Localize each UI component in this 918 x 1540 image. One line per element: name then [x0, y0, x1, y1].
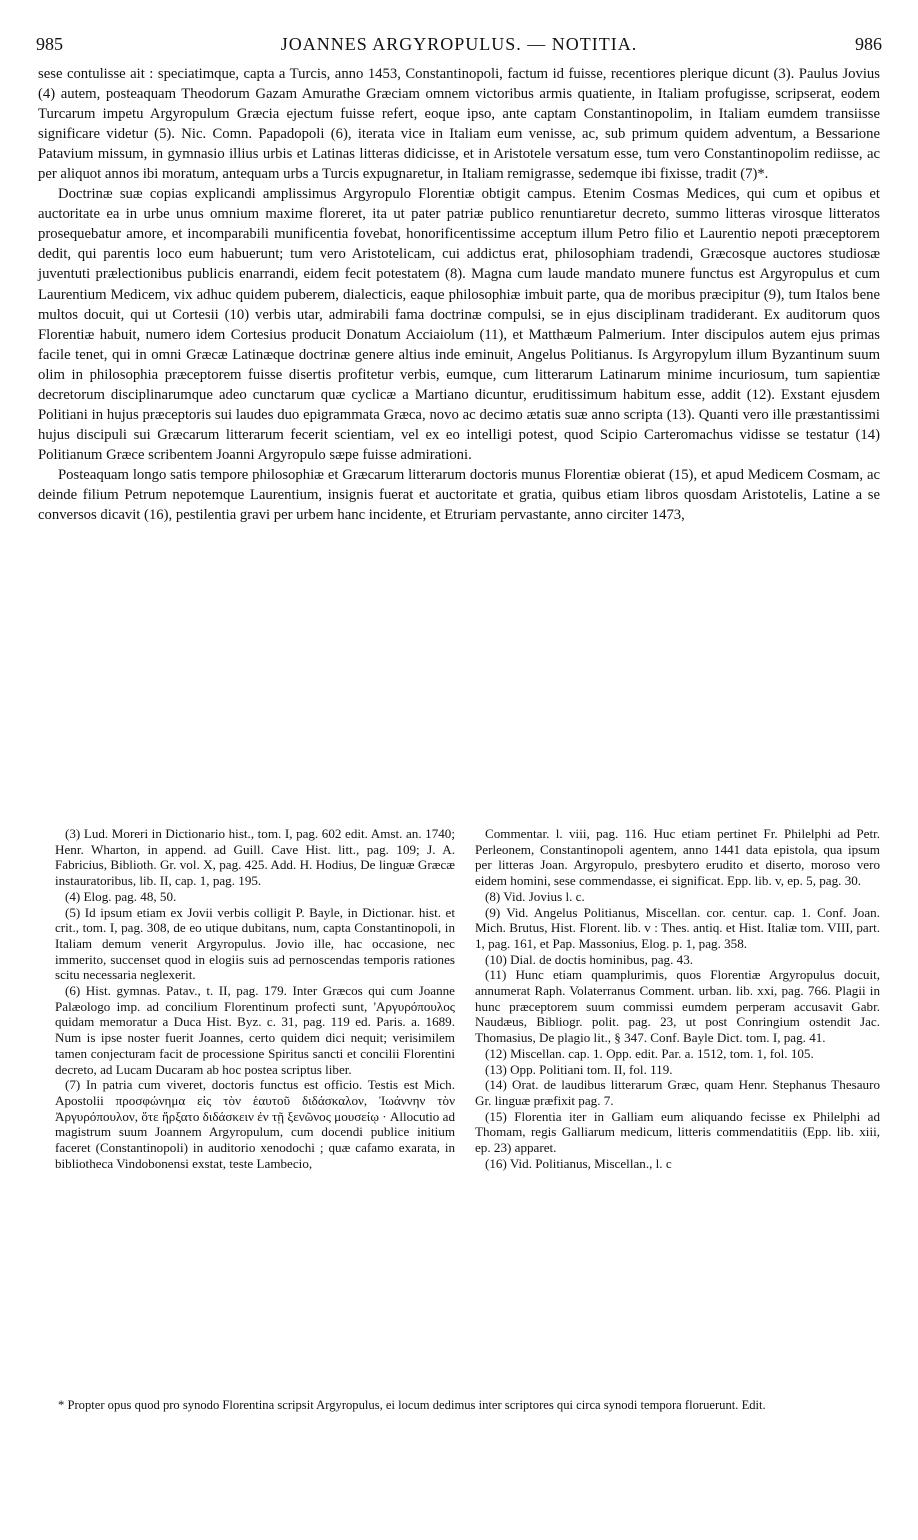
footnotes-right-column: [475, 826, 880, 1171]
footnote: (14) Orat. de laudibus litterarum Græc, quam Henr. Stephanus Thesauro Gr. linguæ præfixit pag. 7.: [475, 1077, 880, 1108]
running-header: [36, 34, 882, 56]
footnote: (7) In patria cum viveret, doctoris functus est officio. Testis est Mich. Apostolii προσφώνημα εἰς τὸν ἑαυτοῦ διδάσκαλον, Ἰωάννην τὸν Ἀργυρόπουλον, ὅτε ἤρξατο διδάσκειν ἐν τῇ ξενῶνος μουσείῳ · Allocutio ad magistrum suum Joannem Argyropulum, cum docendi publice initium faceret (Constantinopoli) in auditorio xenodochi ; quæ cafamo exarata, in bibliotheca Vindobonensi exstat, teste Lambecio,: [55, 1077, 455, 1171]
running-title: JOANNES ARGYROPULUS. — NOTITIA.: [280, 34, 638, 54]
paragraph-2: Doctrinæ suæ copias explicandi amplissimus Argyropulo Florentiæ obtigit campus. Etenim Cosmas Medices, qui cum et opibus et auctoritate ea in urbe unus omnium maxime floreret, ita ut pater patriæ publico renuntiaretur decreto, summo litteras virosque litteratos prosequebatur amore, et incomparabili munificentia fovebat, honorificentissime acceptum illum Petro filio et Laurentio nepoti præceptorem dedit, qui parentis loco eum habuerunt; tum vero Aristotelicam, cui addictus erat, philosophiam tradendi, Græcosque auctores studiosæ juventuti prælectionibus publicis enarrandi, eidem fecit potestatem (8). Magna cum laude mandato munere functus est Argyropulus et cum Laurentium Medicem, vix adhuc quidem puberem, dialecticis, eaque philosophiæ imbuit parte, qua de moribus præcipitur (9), tum Italos bene multos docuit, qui ut Cortesii (10) verbis utar, admirabili fama doctrinæ compulsi, se in ejus disciplinam tradiderant. Ex auditorum quos Florentiæ habuit, numero idem Cortesius producit Donatum Acciaiolum (11), et Matthæum Palmerium. Inter discipulos autem ejus primas facile tenet, qui in omni Græcæ Latinæque doctrinæ genere altius inde eminuit, Angelus Politianus. Is Argyropylum illum Byzantinum suum olim in philosophia præceptorem fuisse disertis profitetur verbis, eumque, cum litterarum Latinarum minime incuriosum, tum sapientiæ decretorum disciplinarumque adeo cunctarum quæ cyclicæ a Martiano dicuntur, eruditissimum habitum esse, addit (12). Exstant ejusdem Politiani in hujus præceptoris sui laudes duo epigrammata Græca, novo ac decimo ætatis suæ anno scripta (13). Quanti vero ille præstantissimi hujus discipuli sui Græcarum litterarum fecerit scientiam, vel ex eo intelligi potest, quod Scipio Carteromachus vidisse se testatur (14) Politianum Græce scribentem Joanni Argyropulo sæpe fuisse admirationi.: [38, 186, 880, 463]
page-number-right: 986: [855, 34, 882, 54]
footnote: (12) Miscellan. cap. 1. Opp. edit. Par. a. 1512, tom. 1, fol. 105.: [485, 1045, 814, 1061]
footnote: (9) Vid. Angelus Politianus, Miscellan. cor. centur. cap. 1. Conf. Joan. Mich. Brutus, Hist. Florent. lib. v : Thes. antiq. et Hist. Italiæ tom. VIII, part. 1, pag. 161, et Pap. Massonius, Elog. p. 1, pag. 358.: [475, 904, 880, 951]
footnote: (5) Id ipsum etiam ex Jovii verbis colligit P. Bayle, in Dictionar. hist. et crit., tom. I, pag. 308, de eo utique dubitans, num, capta Constantinopoli, in Italiam demum venerit Argyropulus. Jovio ille, hac occasione, nec immerito, succenset quod in elogiis suis ad pernoscendas temporis rationes scitu necessaria neglexerit.: [55, 904, 455, 983]
footnote: (8) Vid. Jovius l. c.: [485, 888, 585, 904]
footnote: (13) Opp. Politiani tom. II, fol. 119.: [485, 1061, 673, 1077]
footnote: (16) Vid. Politianus, Miscellan., l. c: [485, 1155, 672, 1171]
editor-note: * Propter opus quod pro synodo Florentina scripsit Argyropulus, ei locum dedimus inter scriptores qui circa synodi tempora floruerunt. Edit.: [58, 1398, 766, 1412]
footnote: (6) Hist. gymnas. Patav., t. II, pag. 179. Inter Græcos qui cum Joanne Palæologo imp. ad concilium Florentinum profecti sunt, 'Αργυρόπουλος quidam memoratur a Duca Hist. Byz. c. 31, pag. 119 ed. Paris. a. 1689. Num is ipse noster fuerit Joannes, certo quidem dici nequit; verisimilem tamen conjecturam facit de processione Spiritus sancti et concilii Florentini decreto, ad Lucam Ducaram ab hoc postea scriptus liber.: [55, 983, 455, 1077]
page-number-left: 985: [36, 34, 63, 54]
footnote: (4) Elog. pag. 48, 50.: [65, 888, 177, 904]
main-text: [38, 64, 880, 525]
footnote: Commentar. l. viii, pag. 116. Huc etiam pertinet Fr. Philelphi ad Petr. Perleonem, Constantinopoli agentem, anno 1441 data epistola, qua ipsum per litteras Joan. Argyropulo, presbytero erudito et diserto, moroso vero eidem homini, sese commendasse, ei significat. Epp. lib. v, ep. 5, pag. 30.: [475, 826, 880, 889]
footnote: (15) Florentia iter in Galliam eum aliquando fecisse ex Philelphi ad Thomam, regis Galliarum medicum, litteris commendatitiis (Epp. lib. xiii, ep. 23) apparet.: [475, 1108, 880, 1156]
footnote: (3) Lud. Moreri in Dictionario hist., tom. I, pag. 602 edit. Amst. an. 1740; Henr. Wharton, in append. ad Guill. Cave Hist. litt., pag. 109; J. A. Fabricius, Biblioth. Gr. vol. X, pag. 425. Add. H. Hodius, De linguæ Græcæ instauratoribus, lib. II, cap. 1, pag. 195.: [55, 826, 455, 889]
paragraph-1: sese contulisse ait : speciatimque, capta a Turcis, anno 1453, Constantinopoli, factum id fuisse, recentiores plerique dicunt (3). Paulus Jovius (4) autem, posteaquam Theodorum Gazam Amurathe Græciam omnem victoribus armis quatiente, in Italiam profugisse, scripserat, eodem Turcarum impetu Argyropulum Græcia ejectum fuisse refert, eoque ipso, ante captam Constantinopolim, in Italiam eumdem transiisse significare videtur (5). Nic. Comn. Papadopoli (6), iterata vice in Italiam eum venisse, ac, sub primum quidem adventum, a Bessarione Patavium missum, in gymnasio illius urbis et Latinas litteras didicisse, et in Aristotele versatum esse, tum vero Constantinopolim rediisse, ac per aliquot annos ibi moratum, antequam urbs a Turcis expugnaretur, in Italiam remigrasse, sedemque ibi fixisse, tradit (7)*.: [38, 66, 880, 183]
footnote: (10) Dial. de doctis hominibus, pag. 43.: [485, 951, 694, 967]
paragraph-3: Posteaquam longo satis tempore philosophiæ et Græcarum litterarum doctoris munus Florentiæ obierat (15), et apud Medicem Cosmam, ac deinde filium Petrum nepotemque Laurentium, insignis fuerat et auctoritate et gratia, quibus etiam libros quosdam Aristotelis, Latine a se conversos dicavit (16), pestilentia gravi per urbem hanc incidente, et Etruriam pervastante, anno circiter 1473,: [38, 466, 880, 524]
footnote: (11) Hunc etiam quamplurimis, quos Florentiæ Argyropulus docuit, annumerat Raph. Volaterranus Comment. urban. lib. xxi, pag. 766. Plagii in hunc præceptorem suum commissi eumdem perperam accusavit Gabr. Naudæus, Bibliogr. polit. pag. 23, ut post Conringium ostendit Jac. Thomasius, De plagio lit., § 347. Conf. Bayle Dict. tom. I, pag. 41.: [475, 967, 880, 1046]
footnotes-left-column: [55, 826, 455, 1171]
